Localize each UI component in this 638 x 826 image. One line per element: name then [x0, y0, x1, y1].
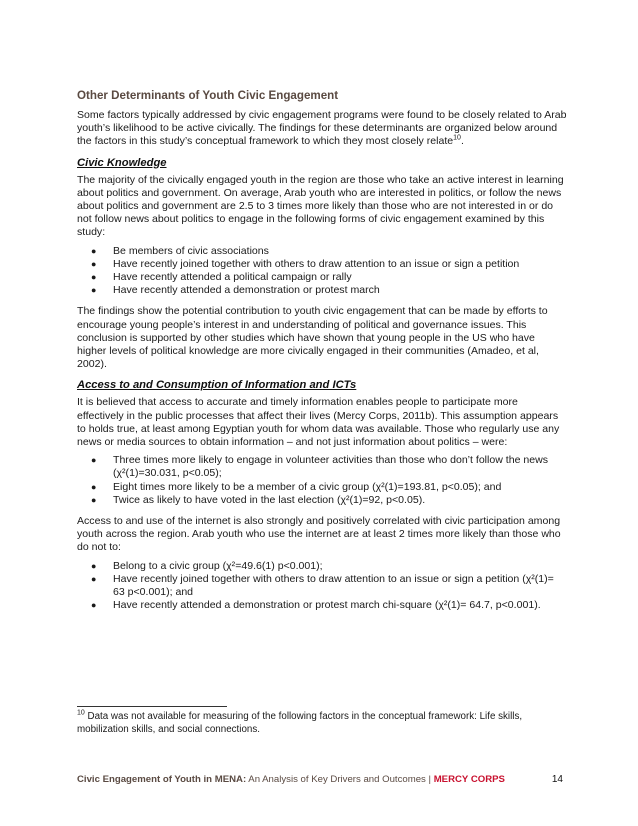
page-number: 14: [551, 774, 563, 785]
civic-knowledge-list: [77, 245, 567, 298]
footnote-number: 10: [77, 709, 85, 717]
access-list-2: [77, 560, 567, 613]
list-item: ● Belong to a civic group (χ²=49.6(1) p<0.001);: [91, 559, 323, 572]
civic-knowledge-paragraph-2: The findings show the potential contribution to youth civic engagement that can be made by efforts to encourage young people’s interest in and understanding of political and governance issues. This conclusion is supported by other studies which have shown that young people in the US who have higher levels of political knowledge are more civically engaged in their communities (Amadeo, et al, 2002).: [77, 305, 548, 371]
footer-brand: MERCY CORPS: [433, 774, 505, 785]
intro-paragraph: Some factors typically addressed by civic engagement programs were found to be closely related to Arab youth’s likelihood to be active civically. The findings for these determinants are organized below around the factors in this study’s conceptual framework to which they most closely relate$^{10}$.: [77, 109, 567, 148]
civic-knowledge-paragraph-1: The majority of the civically engaged youth in the region are those who take an active interest in learning about politics and government. On average, Arab youth who are interested in politics, or follow the news about politics and government are 2.5 to 3 times more likely than those who are not interested in or do not follow news about politics to engage in the following forms of civic engagement examined by this study:: [77, 173, 564, 239]
footnote-ref[interactable]: 10: [453, 134, 461, 142]
bullet-icon: ●: [91, 560, 97, 571]
bullet-icon: ●: [91, 494, 97, 505]
bullet-icon: ●: [91, 481, 97, 492]
list-item: ● Have recently attended a demonstration or protest march chi-square (χ²(1)= 64.7, p<0.001).: [91, 599, 541, 612]
bullet-icon: ●: [91, 258, 97, 269]
list-item: ● Eight times more likely to be a member of a civic group (χ²(1)=193.81, p<0.05); and: [91, 480, 502, 493]
list-item: ● Have recently joined together with others to draw attention to an issue or sign a petition: [91, 257, 520, 270]
page-body: [77, 88, 567, 621]
list-item: ● Three times more likely to engage in volunteer activities than those who don’t follow the news (χ²(1)=30.031, p<0.05);: [91, 454, 548, 480]
access-paragraph-1: It is believed that access to accurate and timely information enables people to participate more effectively in the public processes that affect their lives (Mercy Corps, 2011b). This assumption appears to holds true, at least among Egyptian youth for whom data was available. Those who regularly use any news or media sources to obtain information – and not just information about politics – were:: [77, 396, 560, 449]
list-item: ● Have recently joined together with others to draw attention to an issue or sign a petition (χ²(1)= 63 p<0.001); and: [91, 572, 554, 599]
access-title: Access to and Consumption of Information and ICTs: [77, 379, 357, 392]
list-item: ● Be members of civic associations: [91, 244, 269, 257]
bullet-icon: ●: [91, 272, 97, 283]
footer-title-rest: An Analysis of Key Drivers and Outcomes |: [246, 774, 434, 785]
bullet-icon: ●: [91, 455, 97, 466]
footer-title-bold: Civic Engagement of Youth in MENA:: [77, 774, 247, 785]
list-item: ● Have recently attended a political campaign or rally: [91, 271, 352, 284]
access-list-1: [77, 454, 567, 507]
intro-text: Some factors typically addressed by civic engagement programs were found to be closely related to Arab youth’s likelihood to be active civically. The findings for these determinants are organized below around the factors in this study’s conceptual framework to which they most closely relate: [77, 109, 567, 148]
page-footer: [77, 774, 563, 786]
footnote-text: Data was not available for measuring of the following factors in the conceptual framework: Life skills, mobilization skills, and social connections.: [77, 711, 523, 735]
section-heading: Other Determinants of Youth Civic Engagement: [77, 89, 339, 102]
access-paragraph-2: Access to and use of the internet is also strongly and positively correlated with civic participation among youth across the region. Arab youth who use the internet are at least 2 times more likely than those who do not to:: [77, 515, 561, 554]
list-item: ● Twice as likely to have voted in the last election (χ²(1)=92, p<0.05).: [91, 493, 426, 506]
bullet-icon: ●: [91, 573, 97, 584]
bullet-icon: ●: [91, 285, 97, 296]
footnote-divider: [77, 706, 227, 707]
bullet-icon: ●: [91, 245, 97, 256]
list-item: ● Have recently attended a demonstration or protest march: [91, 284, 380, 297]
bullet-icon: ●: [91, 600, 97, 611]
footnote: [77, 711, 567, 736]
civic-knowledge-title: Civic Knowledge: [77, 156, 167, 169]
